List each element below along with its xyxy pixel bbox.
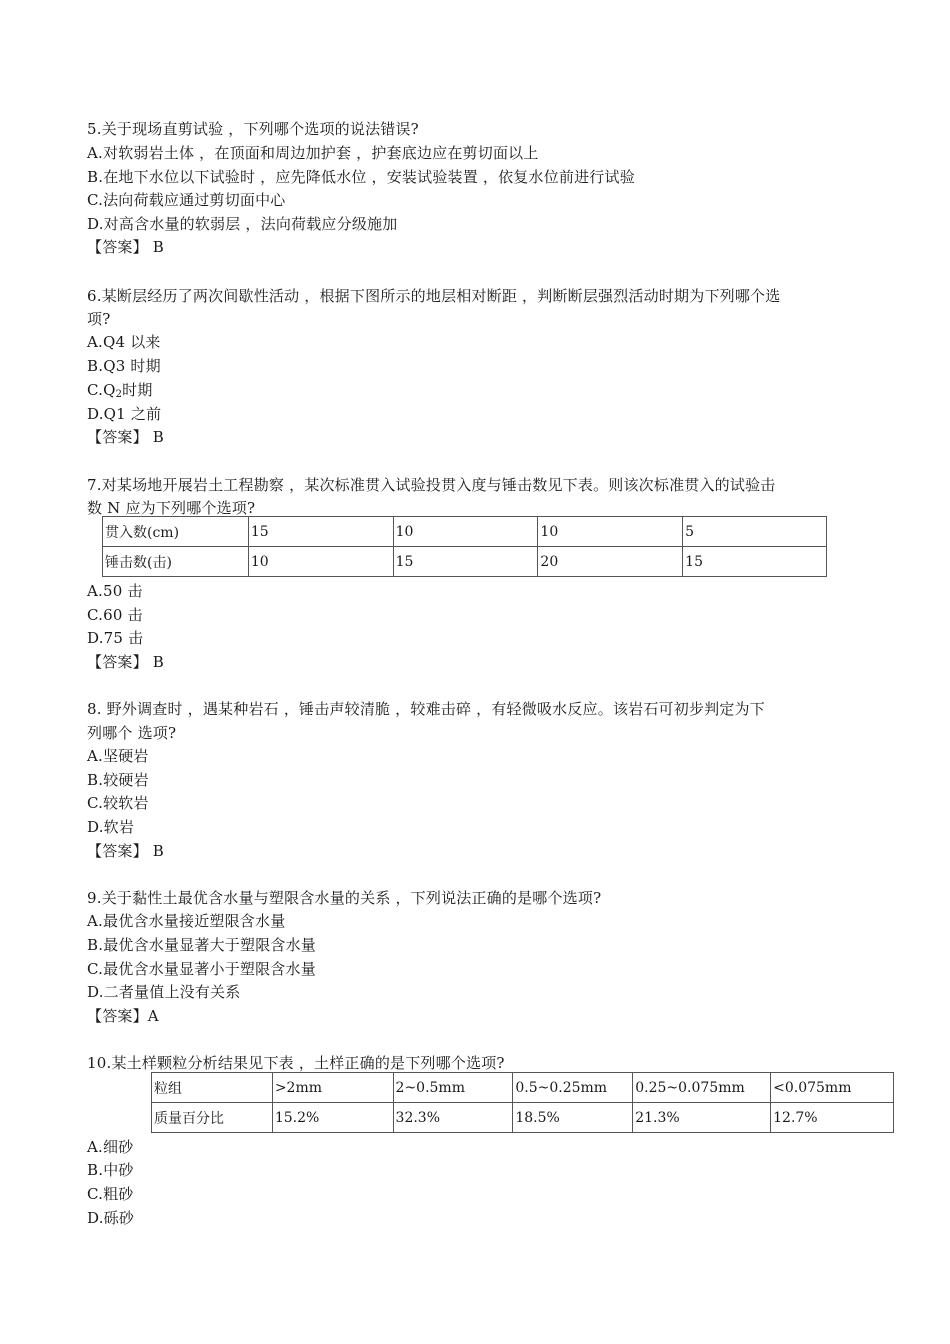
q6-option-c-subscript: 2 bbox=[115, 389, 123, 400]
q10-option-a: A.细砂 bbox=[87, 1138, 134, 1156]
q5-option-a: A.对软弱岩土体 ，在顶面和周边加护套 ，护套底边应在剪切面以上 bbox=[87, 144, 539, 162]
table-cell: <0.075mm bbox=[771, 1073, 894, 1103]
q10-option-c: C.粗砂 bbox=[87, 1185, 134, 1203]
q9-answer: 【答案】A bbox=[87, 1007, 159, 1025]
table-cell: 12.7% bbox=[771, 1103, 894, 1133]
q5-stem: 5.关于现场直剪试验 ，下列哪个选项的说法错误? bbox=[87, 120, 419, 138]
q8-option-b: B.较硬岩 bbox=[87, 771, 149, 789]
q9-option-b: B.最优含水量显著大于塑限含水量 bbox=[87, 936, 316, 954]
q7-option-c: C.60 击 bbox=[87, 606, 143, 624]
table-cell: 10 bbox=[393, 517, 538, 547]
q8-option-c: C.较软岩 bbox=[87, 794, 149, 812]
q6-option-c bbox=[87, 380, 153, 405]
table-row bbox=[103, 547, 827, 577]
q7-table bbox=[102, 516, 827, 577]
q5-option-d: D.对高含水量的软弱层 ，法向荷载应分级施加 bbox=[87, 215, 398, 233]
q6-stem-line1: 6.某断层经历了两次间歇性活动 ，根据下图所示的地层相对断距 ，判断断层强烈活动时期为下列哪个选 bbox=[87, 287, 781, 305]
q10-option-b: B.中砂 bbox=[87, 1161, 134, 1179]
q6-answer: 【答案】 B bbox=[87, 428, 164, 446]
q9-stem: 9.关于黏性土最优含水量与塑限含水量的关系 ，下列说法正确的是哪个选项? bbox=[87, 889, 602, 907]
table-cell: 18.5% bbox=[513, 1103, 633, 1133]
q6-option-c-prefix: C.Q bbox=[87, 381, 116, 399]
q9-option-a: A.最优含水量接近塑限含水量 bbox=[87, 912, 286, 930]
q6-option-b: B.Q3 时期 bbox=[87, 357, 161, 375]
q8-stem-line2: 列哪个 选项? bbox=[87, 724, 177, 742]
q8-option-a: A.坚硬岩 bbox=[87, 747, 149, 765]
q8-option-d: D.软岩 bbox=[87, 818, 135, 836]
table-cell: 15 bbox=[248, 517, 393, 547]
table-cell: 15 bbox=[393, 547, 538, 577]
table-row bbox=[103, 517, 827, 547]
q6-option-a: A.Q4 以来 bbox=[87, 333, 161, 351]
table-cell: 0.5~0.25mm bbox=[513, 1073, 633, 1103]
table-cell: 10 bbox=[538, 517, 683, 547]
q7-stem-line2: 数 N 应为下列哪个选项? bbox=[87, 499, 256, 517]
q10-stem: 10.某土样颗粒分析结果见下表 ，土样正确的是下列哪个选项? bbox=[87, 1054, 505, 1072]
q7-stem-line1: 7.对某场地开展岩土工程勘察 ，某次标准贯入试验投贯入度与锤击数见下表。则该次标准贯入的试验击 bbox=[87, 476, 776, 494]
table-cell: 0.25~0.075mm bbox=[633, 1073, 771, 1103]
table-cell: 2~0.5mm bbox=[393, 1073, 513, 1103]
q7-option-a: A.50 击 bbox=[87, 582, 143, 600]
table-row bbox=[152, 1073, 894, 1103]
q5-option-c: C.法向荷载应通过剪切面中心 bbox=[87, 191, 286, 209]
table-cell: 32.3% bbox=[393, 1103, 513, 1133]
table-cell: 粒组 bbox=[152, 1073, 273, 1103]
q8-stem-line1: 8. 野外调查时 ，遇某种岩石 ，锤击声较清脆 ，较难击碎 ，有轻微吸水反应。该岩石可初步判定为下 bbox=[87, 700, 765, 718]
q10-table bbox=[151, 1072, 894, 1133]
q9-option-d: D.二者量值上没有关系 bbox=[87, 983, 241, 1001]
table-cell: 贯入数(cm) bbox=[103, 517, 249, 547]
q6-stem-line2: 项? bbox=[87, 310, 111, 328]
q5-answer: 【答案】 B bbox=[87, 238, 164, 256]
table-cell: 20 bbox=[538, 547, 683, 577]
q6-option-d: D.Q1 之前 bbox=[87, 405, 162, 423]
table-cell: >2mm bbox=[272, 1073, 393, 1103]
q8-answer: 【答案】 B bbox=[87, 842, 164, 860]
table-cell: 质量百分比 bbox=[152, 1103, 273, 1133]
q7-answer: 【答案】 B bbox=[87, 653, 164, 671]
q9-option-c: C.最优含水量显著小于塑限含水量 bbox=[87, 960, 316, 978]
table-cell: 10 bbox=[248, 547, 393, 577]
q7-option-d: D.75 击 bbox=[87, 629, 144, 647]
q5-option-b: B.在地下水位以下试验时 ，应先降低水位 ，安装试验装置 ，依复水位前进行试验 bbox=[87, 168, 635, 186]
table-cell: 锤击数(击) bbox=[103, 547, 249, 577]
q10-option-d: D.砾砂 bbox=[87, 1209, 135, 1227]
table-cell: 21.3% bbox=[633, 1103, 771, 1133]
table-cell: 5 bbox=[683, 517, 827, 547]
table-cell: 15 bbox=[683, 547, 827, 577]
q6-option-c-suffix: 时期 bbox=[122, 381, 153, 399]
table-row bbox=[152, 1103, 894, 1133]
table-cell: 15.2% bbox=[272, 1103, 393, 1133]
